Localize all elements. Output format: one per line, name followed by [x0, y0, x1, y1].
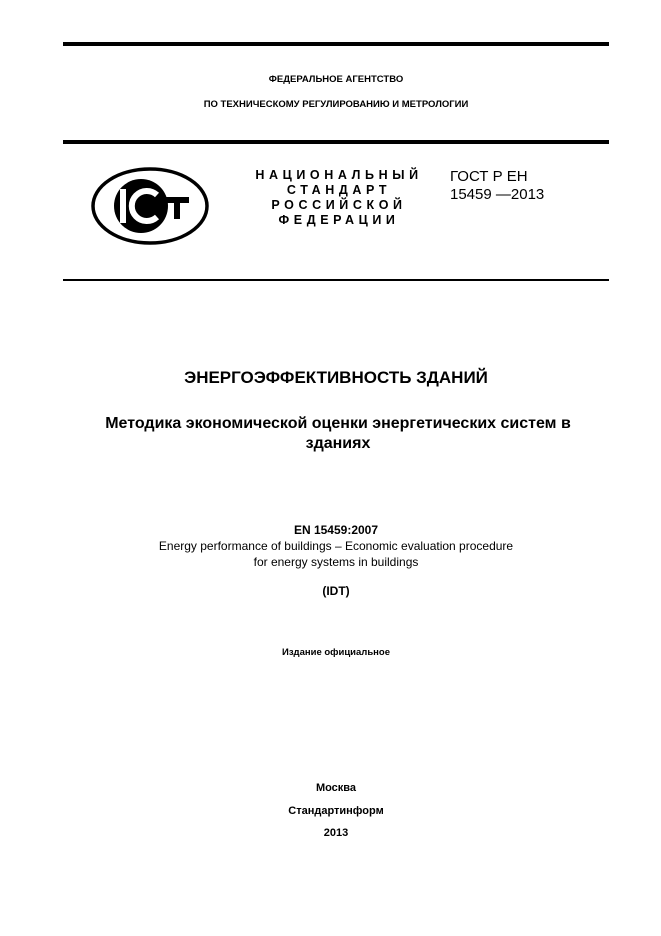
standard-code-line-2: 15459 —2013: [450, 186, 545, 203]
agency-line-2: ПО ТЕХНИЧЕСКОМУ РЕГУЛИРОВАНИЮ И МЕТРОЛОГИИ: [203, 99, 469, 110]
standard-type-line-2: СТАНДАРТ: [286, 183, 392, 197]
edition-label: Издание официальное: [282, 647, 390, 658]
standard-type-line-1: НАЦИОНАЛЬНЫЙ: [255, 168, 423, 182]
lower-rule: [63, 279, 609, 281]
top-rule: [63, 42, 609, 46]
en-standard-code: EN 15459:2007: [293, 523, 379, 537]
agency-line-1: ФЕДЕРАЛЬНОЕ АГЕНТСТВО: [268, 74, 404, 85]
standard-code-line-1: ГОСТ Р ЕН: [450, 168, 528, 185]
footer-publisher: Стандартинформ: [288, 805, 384, 817]
footer-year: 2013: [323, 827, 349, 839]
en-standard-title-line-2: for energy systems in buildings: [253, 555, 419, 569]
document-title: ЭНЕРГОЭФФЕКТИВНОСТЬ ЗДАНИЙ: [184, 368, 488, 387]
standard-type-label: [248, 168, 430, 228]
standard-type-line-3: РОССИЙСКОЙ: [271, 198, 407, 212]
equivalence-label: (IDT): [322, 584, 350, 598]
standard-type-line-4: ФЕДЕРАЦИИ: [278, 213, 400, 227]
rst-logo-icon: [91, 167, 209, 245]
subtitle-line-1: Методика экономической оценки энергетических систем в: [105, 415, 571, 432]
document-subtitle: [70, 414, 606, 454]
en-standard-block: [63, 522, 609, 570]
standard-code: [450, 168, 544, 204]
en-standard-title-line-1: Energy performance of buildings – Economic evaluation procedure: [158, 539, 514, 553]
footer-city: Москва: [315, 782, 357, 794]
subtitle-line-2: зданиях: [305, 435, 371, 452]
middle-rule: [63, 140, 609, 144]
